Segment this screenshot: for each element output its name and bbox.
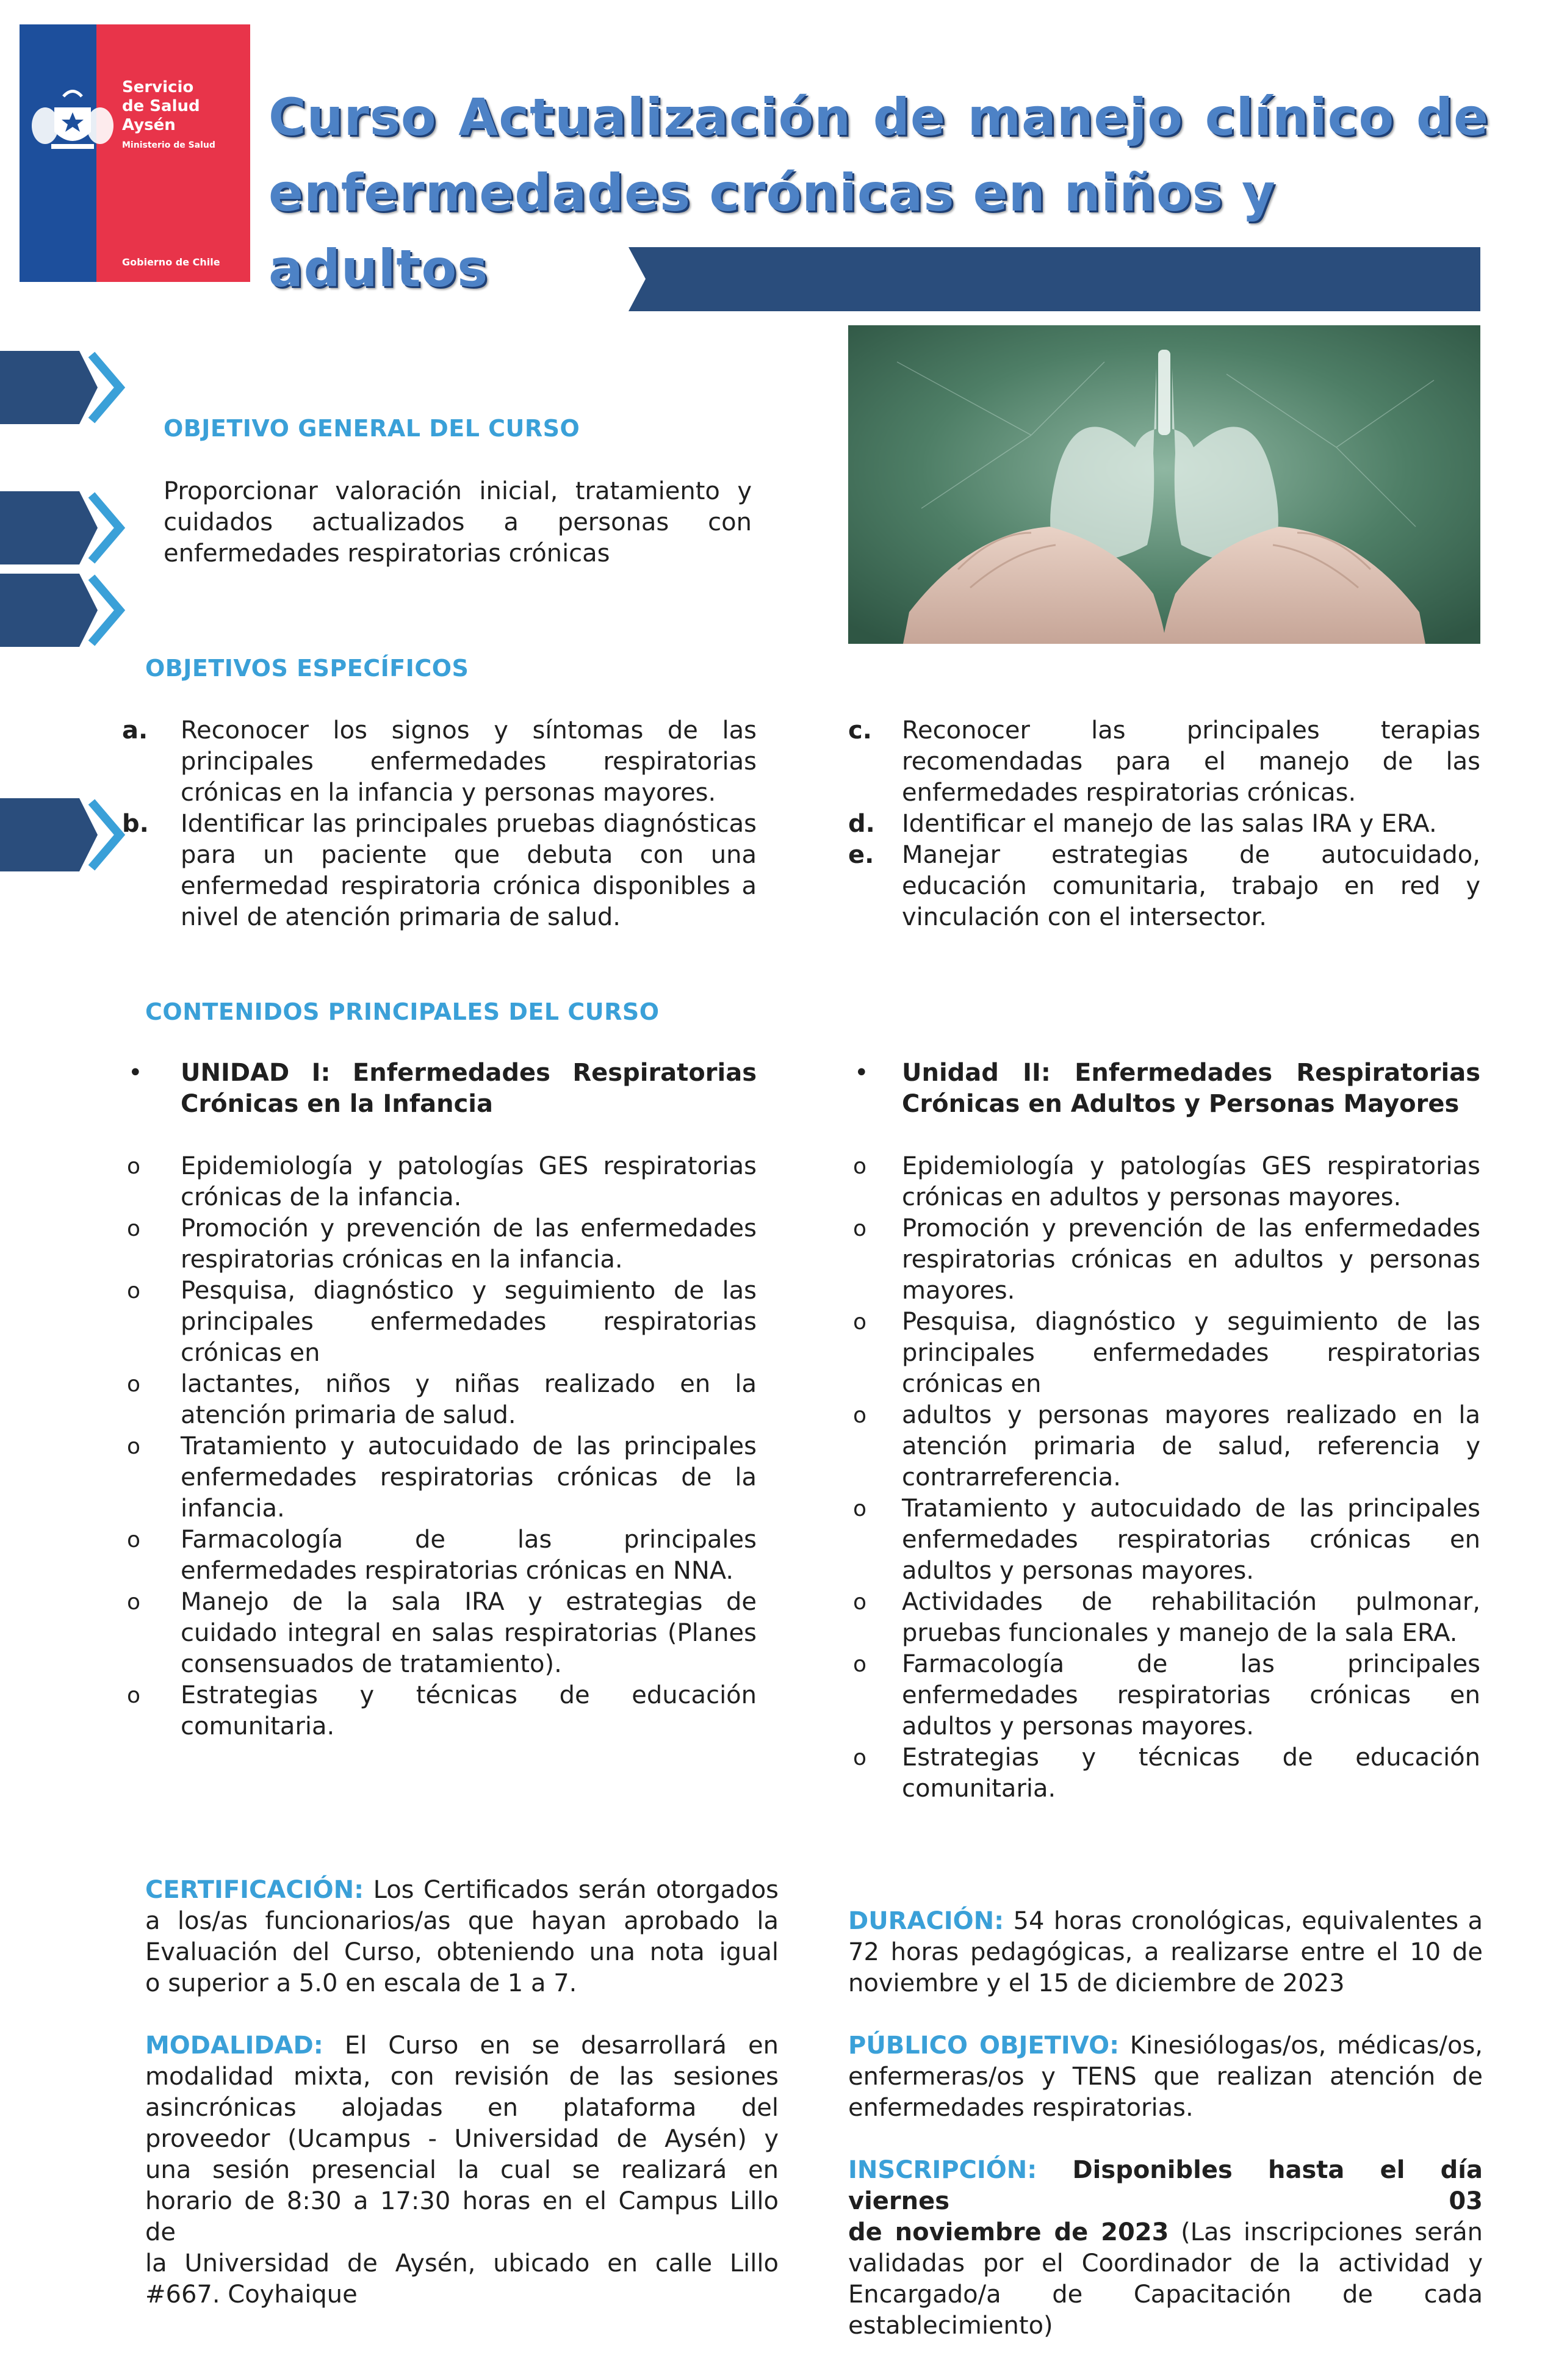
list-item-line: infancia. <box>181 1495 285 1523</box>
objective-line: enfermedades respiratorias crónicas. <box>902 779 1356 807</box>
duracion-line: 54 horas cronológicas, equivalentes a <box>1004 1907 1483 1935</box>
list-item-line: crónicas de la infancia. <box>181 1183 462 1211</box>
list-item <box>902 1213 1480 1307</box>
sub-bullet-icon: o <box>127 1372 141 1397</box>
objective-a <box>181 715 757 809</box>
chevron-decoration-3 <box>0 574 128 647</box>
list-item-line: Actividades de rehabilitación pulmonar, <box>902 1588 1480 1616</box>
list-item-line: Promoción y prevención de las enfermedades <box>902 1214 1480 1242</box>
logo-gobierno: Gobierno de Chile <box>122 256 220 268</box>
unidad-2-items <box>848 1151 1483 1853</box>
list-item <box>902 1400 1480 1493</box>
list-item-line: Estrategias y técnicas de educación <box>181 1681 757 1709</box>
list-item <box>181 1151 757 1213</box>
objective-line: vinculación con el intersector. <box>902 903 1267 931</box>
inscripcion-line: validadas por el Coordinador de la actividad y <box>848 2249 1483 2277</box>
objective-c <box>902 715 1480 809</box>
list-item <box>181 1213 757 1275</box>
list-item-line: comunitaria. <box>181 1712 335 1740</box>
sub-bullet-icon: o <box>853 1403 867 1428</box>
sub-bullet-icon: o <box>127 1278 141 1304</box>
objective-letter: b. <box>122 810 149 838</box>
list-item-line: principales enfermedades respiratorias <box>902 1339 1480 1367</box>
logo-line-3: Aysén <box>122 116 176 134</box>
objective-line: recomendadas para el manejo de las <box>902 748 1480 776</box>
header-banner-bar <box>629 247 1480 311</box>
list-item <box>902 1493 1480 1587</box>
objective-letter: c. <box>848 716 872 745</box>
objetivo-general-text <box>164 476 752 569</box>
sub-bullet-icon: o <box>853 1745 867 1770</box>
list-item-line: pruebas funcionales y manejo de la sala ERA. <box>902 1619 1458 1647</box>
chevron-decoration-1 <box>0 351 128 424</box>
objective-letter: e. <box>848 841 874 869</box>
inscripcion-deadline: Disponibles hasta el día viernes 03 <box>848 2156 1483 2215</box>
sub-bullet-icon: o <box>853 1154 867 1179</box>
list-item-line: Estrategias y técnicas de educación <box>902 1744 1480 1772</box>
inscripcion-line: (Las inscripciones serán <box>1169 2218 1483 2246</box>
list-item-line: comunitaria. <box>902 1775 1056 1803</box>
inscripcion-block <box>848 2155 1483 2342</box>
list-item-line: cuidado integral en salas respiratorias (Planes <box>181 1619 757 1647</box>
list-item-line: Epidemiología y patologías GES respiratorias <box>181 1152 757 1180</box>
publico-line: enfermedades respiratorias. <box>848 2094 1194 2122</box>
sub-bullet-icon: o <box>127 1154 141 1179</box>
list-item-line: respiratorias crónicas en adultos y personas <box>902 1246 1480 1274</box>
duracion-line: noviembre y el 15 de diciembre de 2023 <box>848 1969 1345 1997</box>
unidad-title-line: Unidad II: Enfermedades Respiratorias <box>902 1059 1480 1087</box>
inscripcion-deadline-date: de noviembre de 2023 <box>848 2218 1169 2246</box>
modalidad-line: modalidad mixta, con revisión de las sesiones <box>145 2063 779 2091</box>
modalidad-line: horario de 8:30 a 17:30 horas en el Campus Lillo de <box>145 2187 779 2246</box>
list-item <box>902 1151 1480 1213</box>
sub-bullet-icon: o <box>127 1527 141 1552</box>
objetivos-left-column <box>122 715 757 941</box>
objective-line: para un paciente que debuta con una <box>181 841 757 869</box>
modalidad-line: una sesión presencial la cual se realizará en <box>145 2156 779 2184</box>
list-item-line: consensuados de tratamiento). <box>181 1650 562 1678</box>
list-item-line: contrarreferencia. <box>902 1463 1121 1491</box>
sub-bullet-icon: o <box>853 1310 867 1335</box>
list-item-line: enfermedades respiratorias crónicas en <box>902 1681 1480 1709</box>
certificacion-line: a los/as funcionarios/as que hayan aprobado la <box>145 1907 779 1935</box>
list-item-line: Pesquisa, diagnóstico y seguimiento de las <box>902 1308 1480 1336</box>
objetivos-right-column <box>848 715 1483 941</box>
inscripcion-line: Encargado/a de Capacitación de cada <box>848 2281 1483 2309</box>
objetivo-general-line: cuidados actualizados a personas con <box>164 508 752 536</box>
list-item-line: respiratorias crónicas en la infancia. <box>181 1246 623 1274</box>
certificacion-label: CERTIFICACIÓN: <box>145 1876 364 1904</box>
list-item <box>181 1587 757 1680</box>
certificacion-line: Evaluación del Curso, obteniendo una nota igual <box>145 1938 779 1966</box>
objective-letter: a. <box>122 716 148 745</box>
bullet-icon: • <box>128 1059 143 1087</box>
modalidad-line: asincrónicas alojadas en plataforma del <box>145 2094 779 2122</box>
objective-d <box>902 809 1480 840</box>
list-item <box>902 1742 1480 1805</box>
modalidad-line: la Universidad de Aysén, ubicado en calle Lillo <box>145 2249 779 2277</box>
logo-line-1: Servicio <box>122 78 194 96</box>
sub-bullet-icon: o <box>127 1590 141 1615</box>
list-item <box>181 1680 757 1742</box>
servicio-salud-logo <box>20 24 250 282</box>
objetivo-general-line: Proporcionar valoración inicial, tratamiento y <box>164 477 752 505</box>
sub-bullet-icon: o <box>127 1434 141 1459</box>
sub-bullet-icon: o <box>127 1216 141 1241</box>
list-item-line: Tratamiento y autocuidado de las principales <box>181 1432 757 1460</box>
objetivo-general-heading: OBJETIVO GENERAL DEL CURSO <box>164 415 580 442</box>
list-item-line: Manejo de la sala IRA y estrategias de <box>181 1588 757 1616</box>
objective-line: Identificar el manejo de las salas IRA y ERA. <box>902 810 1437 838</box>
duracion-label: DURACIÓN: <box>848 1907 1004 1935</box>
list-item-line: adultos y personas mayores. <box>902 1712 1254 1740</box>
unidad-title-line: Crónicas en la Infancia <box>181 1090 493 1118</box>
list-item-line: principales enfermedades respiratorias <box>181 1308 757 1336</box>
chile-coat-of-arms-icon <box>27 83 118 162</box>
objective-line: Identificar las principales pruebas diagnósticas <box>181 810 757 838</box>
list-item-line: mayores. <box>902 1277 1015 1305</box>
lungs-in-hands-image <box>848 325 1480 644</box>
objective-line: Reconocer las principales terapias <box>902 716 1480 745</box>
inscripcion-line: establecimiento) <box>848 2312 1053 2340</box>
list-item <box>902 1587 1480 1649</box>
objective-line: enfermedad respiratoria crónica disponibles a <box>181 872 757 900</box>
list-item <box>902 1307 1480 1400</box>
list-item-line: Farmacología de las principales <box>181 1526 757 1554</box>
publico-line: Kinesiólogas/os, médicas/os, <box>1119 2032 1483 2060</box>
list-item <box>181 1524 757 1587</box>
sub-bullet-icon: o <box>853 1590 867 1615</box>
contenidos-heading: CONTENIDOS PRINCIPALES DEL CURSO <box>145 998 660 1025</box>
list-item <box>902 1649 1480 1742</box>
unidad-1-items <box>122 1151 757 1755</box>
publico-line: enfermeras/os y TENS que realizan atención de <box>848 2063 1483 2091</box>
list-item-line: crónicas en adultos y personas mayores. <box>902 1183 1402 1211</box>
bullet-icon: • <box>854 1059 869 1087</box>
logo-text <box>122 78 200 135</box>
list-item-line: enfermedades respiratorias crónicas en NNA. <box>181 1557 734 1585</box>
list-item-line: Tratamiento y autocuidado de las principales <box>902 1495 1480 1523</box>
list-item <box>181 1275 757 1369</box>
modalidad-line: proveedor (Ucampus - Universidad de Aysén) y <box>145 2125 779 2153</box>
list-item-line: crónicas en <box>902 1370 1042 1398</box>
unidad-title-line: Crónicas en Adultos y Personas Mayores <box>902 1090 1460 1118</box>
objective-line: Manejar estrategias de autocuidado, <box>902 841 1480 869</box>
list-item-line: Pesquisa, diagnóstico y seguimiento de las <box>181 1277 757 1305</box>
list-item-line: Farmacología de las principales <box>902 1650 1480 1678</box>
objective-b <box>181 809 757 933</box>
objective-line: nivel de atención primaria de salud. <box>181 903 621 931</box>
title-line-1: Curso Actualización de manejo clínico de <box>268 87 1489 147</box>
objective-line: educación comunitaria, trabajo en red y <box>902 872 1480 900</box>
publico-block <box>848 2030 1483 2124</box>
title-line-2: enfermedades crónicas en niños y adultos <box>268 163 1276 298</box>
sub-bullet-icon: o <box>853 1496 867 1521</box>
list-item-line: atención primaria de salud, referencia y <box>902 1432 1480 1460</box>
objective-e <box>902 840 1480 933</box>
list-item-line: enfermedades respiratorias crónicas en <box>902 1526 1480 1554</box>
sub-bullet-icon: o <box>853 1216 867 1241</box>
sub-bullet-icon: o <box>127 1683 141 1708</box>
list-item-line: Epidemiología y patologías GES respiratorias <box>902 1152 1480 1180</box>
certificacion-block <box>145 1875 779 1999</box>
inscripcion-label: INSCRIPCIÓN: <box>848 2156 1037 2184</box>
list-item <box>181 1369 757 1431</box>
list-item-line: atención primaria de salud. <box>181 1401 516 1429</box>
objective-letter: d. <box>848 810 875 838</box>
chevron-decoration-2 <box>0 491 128 564</box>
modalidad-line: El Curso en se desarrollará en <box>323 2032 779 2060</box>
list-item-line: adultos y personas mayores. <box>902 1557 1254 1585</box>
modalidad-line: #667. Coyhaique <box>145 2281 358 2309</box>
duracion-block <box>848 1906 1483 1999</box>
sub-bullet-icon: o <box>853 1652 867 1677</box>
objective-line: Reconocer los signos y síntomas de las <box>181 716 757 745</box>
objetivos-especificos-heading: OBJETIVOS ESPECÍFICOS <box>145 655 469 682</box>
certificacion-line: Los Certificados serán otorgados <box>364 1876 779 1904</box>
list-item-line: Promoción y prevención de las enfermedades <box>181 1214 757 1242</box>
objective-line: principales enfermedades respiratorias <box>181 748 757 776</box>
list-item-line: adultos y personas mayores realizado en la <box>902 1401 1480 1429</box>
objetivo-general-line: enfermedades respiratorias crónicas <box>164 539 610 568</box>
logo-line-2: de Salud <box>122 97 200 115</box>
list-item-line: crónicas en <box>181 1339 320 1367</box>
unidad-title-line: UNIDAD I: Enfermedades Respiratorias <box>181 1059 757 1087</box>
chevron-decoration-4 <box>0 798 128 871</box>
modalidad-block <box>145 2030 779 2310</box>
modalidad-label: MODALIDAD: <box>145 2032 323 2060</box>
duracion-line: 72 horas pedagógicas, a realizarse entre el 10 de <box>848 1938 1483 1966</box>
list-item <box>181 1431 757 1524</box>
certificacion-line: o superior a 5.0 en escala de 1 a 7. <box>145 1969 577 1997</box>
list-item-line: enfermedades respiratorias crónicas de la <box>181 1463 757 1491</box>
publico-label: PÚBLICO OBJETIVO: <box>848 2032 1120 2060</box>
list-item-line: lactantes, niños y niñas realizado en la <box>181 1370 757 1398</box>
logo-ministerio: Ministerio de Salud <box>122 140 215 150</box>
objective-line: crónicas en la infancia y personas mayores. <box>181 779 716 807</box>
